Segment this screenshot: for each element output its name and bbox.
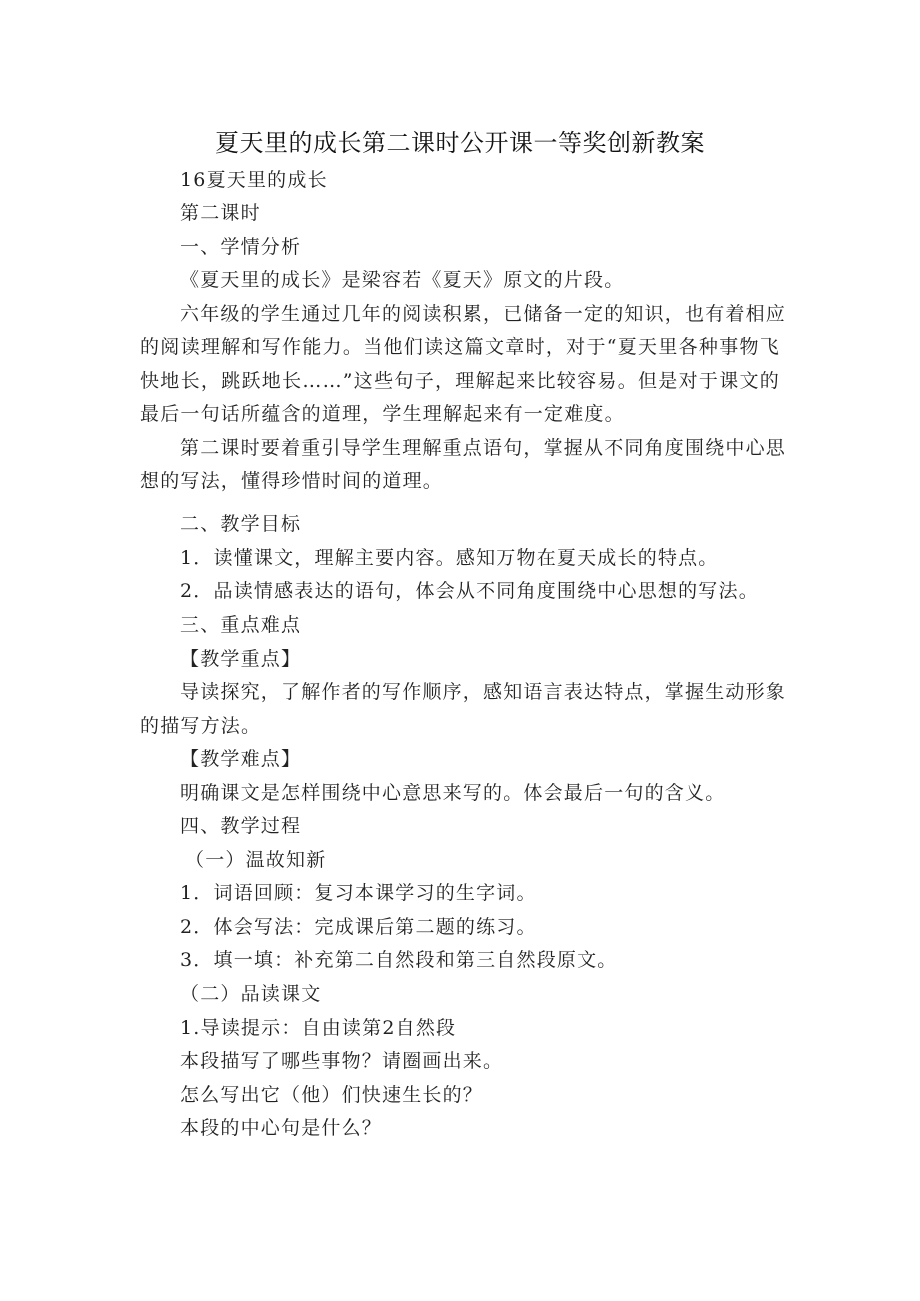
body-text-line: 的描写方法。 [140,715,262,737]
lesson-period: 第二课时 [180,202,261,224]
document-title: 夏天里的成长第二课时公开课一等奖创新教案 [215,129,705,157]
subheading-focus: 【教学重点】 [180,648,302,670]
body-text-line: 导读探究，了解作者的写作顺序，感知语言表达特点，掌握生动形象 [180,681,787,703]
subsection-heading: （二）品读课文 [180,983,322,1005]
body-text-line: 想的写法，懂得珍惜时间的道理。 [140,470,444,492]
section-heading-goals: 二、教学目标 [180,513,302,535]
body-text-line: 明确课文是怎样围绕中心意思来写的。体会最后一句的含义。 [180,782,726,804]
process-item: 3．填一填：补充第二自然段和第三自然段原文。 [180,949,618,971]
goal-item: 1．读懂课文，理解主要内容。感知万物在夏天成长的特点。 [180,547,719,569]
process-item: 2．体会写法：完成课后第二题的练习。 [180,916,537,938]
subsection-heading: （一）温故知新 [185,849,327,871]
lesson-heading: 16夏天里的成长 [180,169,328,191]
subheading-difficulty: 【教学难点】 [180,748,302,770]
question-line: 本段描写了哪些事物？请圈画出来。 [180,1050,504,1072]
process-item: 1.导读提示：自由读第2自然段 [180,1017,457,1039]
body-text-line: 六年级的学生通过几年的阅读积累，已储备一定的知识，也有着相应 [180,303,787,325]
question-line: 本段的中心句是什么？ [180,1117,383,1139]
section-heading-analysis: 一、学情分析 [180,236,302,258]
process-item: 1．词语回顾：复习本课学习的生字词。 [180,882,537,904]
question-line: 怎么写出它（他）们快速生长的？ [180,1084,484,1106]
body-text-line: 《夏天里的成长》是梁容若《夏天》原文的片段。 [180,269,625,291]
body-text-line: 第二课时要着重引导学生理解重点语句，掌握从不同角度围绕中心思 [180,437,787,459]
body-text-line: 快地长，跳跃地长……”这些句子，理解起来比较容易。但是对于课文的 [140,370,780,392]
body-text-line: 的阅读理解和写作能力。当他们读这篇文章时，对于“夏天里各种事物飞 [140,336,780,358]
goal-item: 2．品读情感表达的语句，体会从不同角度围绕中心思想的写法。 [180,580,759,602]
section-heading-keypoints: 三、重点难点 [180,614,302,636]
section-heading-process: 四、教学过程 [180,815,302,837]
body-text-line: 最后一句话所蕴含的道理，学生理解起来有一定难度。 [140,403,625,425]
